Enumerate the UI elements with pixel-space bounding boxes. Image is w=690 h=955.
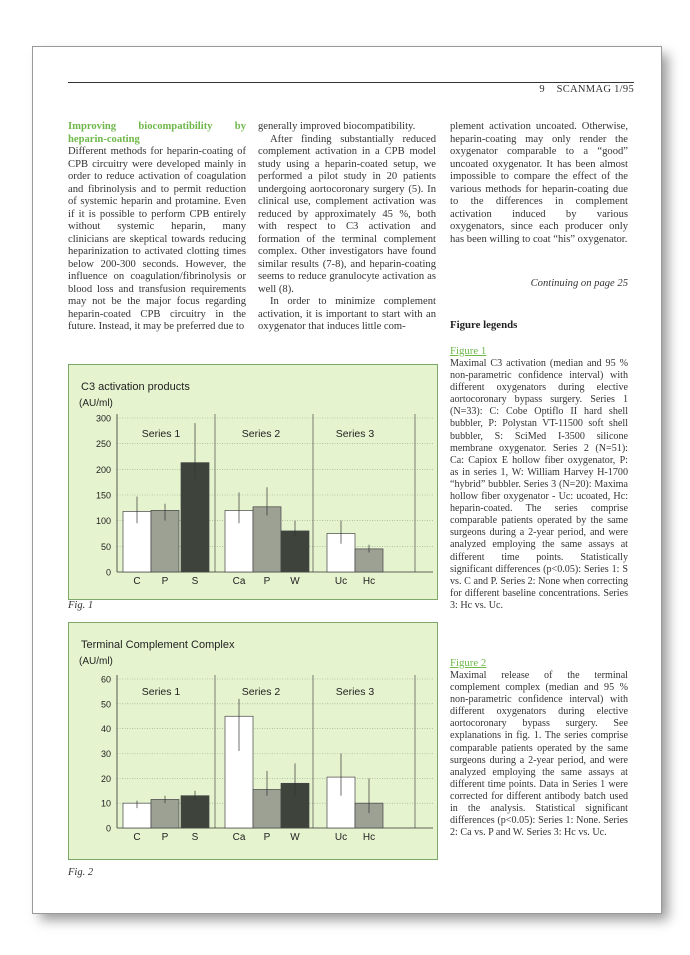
figure1-legend-text: Maximal C3 activation (median and 95 % non-parametric confidence interval) with different oxygenators during elective aortocoronary bypass surgery. Series 1 (N=33): C: Cobe Optiflo II hard shell bubbler, P: Polystan VT-11500 soft shell bubbler, S: SciMed I-3500 silicone membrane oxygenator. Series 2 (N=51): Ca: Capiox E hollow fiber oxygenator, P: as in series 1, W: William Harvey H-1700 “hybrid” bubbler. Series 3 (N=20): Maxima hollow fiber oxygenator - Uc: ucoated, Hc: heparin-coated. The series comprise comparable patients operated by the same surgeons during a 2-year period, and were analyzed employing the same assays at different time points. Statistically significant differences (p<0.05): Series 1: S vs. C and P. Series 2: None when correcting for different baseline concentrations. Series 3: Hc vs. Uc.	[450, 358, 628, 611]
series-label: Series 2	[241, 428, 281, 440]
x-tick-label: C	[133, 832, 141, 843]
series-label: Series 3	[335, 686, 375, 698]
y-tick-label: 0	[105, 567, 111, 578]
header-rule	[68, 82, 634, 83]
page-number: 9	[539, 84, 545, 95]
col2-para2: After finding substantially reduced complement activation in a CPB model study using a heparin-coated setup, we performed a pilot study in 20 patients undergoing aortocoronary surgery (5). In clinical use, complement activation was reduced by approximately 45 %, both with respect to C3 activation and formation of the terminal complement complex. Other investigators have found similar results (7-8), and heparin-coating seems to reduce granulocyte activation as well (8).	[258, 133, 436, 295]
bar	[181, 463, 209, 572]
x-tick-label: P	[263, 832, 271, 843]
y-tick-label: 200	[95, 464, 111, 475]
running-header	[490, 84, 634, 95]
y-tick-label: 300	[95, 413, 111, 424]
continuing-note: Continuing on page 25	[530, 278, 628, 289]
col2-para1: generally improved biocompatibility.	[258, 121, 416, 132]
x-tick-label: Uc	[334, 576, 348, 587]
chart2-title: Terminal Complement Complex	[81, 639, 235, 651]
y-tick-label: 50	[100, 541, 111, 552]
col3-para1: plement activation uncoated. Otherwise, heparin-coating may only render the oxygenator comparable to a “good” uncoated oxygenator. It has been almost impossible to compare the effect of the various methods for heparin-coating due to the differences in complement activation induced by various oxygenators, since each producer only has been willing to coat “his” oxygenator.	[450, 121, 628, 245]
y-tick-label: 60	[100, 674, 111, 685]
figure2-chart	[68, 622, 438, 860]
x-tick-label: P	[161, 832, 169, 843]
y-tick-label: 40	[100, 724, 111, 735]
x-tick-label: Uc	[334, 832, 348, 843]
x-tick-label: S	[191, 832, 199, 843]
bar	[253, 507, 281, 572]
col1-text	[68, 121, 246, 334]
x-tick-label: Hc	[362, 576, 376, 587]
chart1-svg	[69, 365, 437, 599]
y-tick-label: 50	[100, 699, 111, 710]
chart1-title: C3 activation products	[81, 381, 190, 393]
x-tick-label: W	[290, 832, 300, 843]
section-heading: Improving biocompatibility by heparin-coating	[68, 121, 246, 145]
figure-legends-heading: Figure legends	[450, 319, 518, 331]
y-tick-label: 30	[100, 749, 111, 759]
series-label: Series 2	[241, 686, 281, 698]
x-tick-label: P	[161, 576, 169, 587]
series-label: Series 1	[141, 428, 181, 440]
col1-body: Different methods for heparin-coating of CPB circuitry were developed mainly in order to reduce activation of coagulation and fibrinolysis and to permit reduction of systemic heparin and protamine. Even if it is possible to perform CPB entirely without systemic heparin, many clinicians are skeptical towards reducing heparinization to activated clotting times below 200-300 seconds. However, the influence on coagulation/fibrinolysis or blood loss and transfusion requirements may not be the major focus regarding heparin-coated CPB circuitry in the future. Instead, it may be preferred due to	[68, 146, 246, 332]
chart1-ylabel: (AU/ml)	[79, 398, 113, 409]
chart2-ylabel: (AU/ml)	[79, 656, 113, 667]
y-tick-label: 150	[95, 490, 111, 501]
x-tick-label: Hc	[362, 832, 376, 843]
y-tick-label: 10	[100, 798, 111, 809]
x-tick-label: W	[290, 576, 300, 587]
y-tick-label: 250	[95, 439, 111, 450]
bar	[281, 531, 309, 572]
figure1-legend-ref[interactable]: Figure 1	[450, 345, 487, 357]
bar	[151, 799, 179, 828]
y-tick-label: 20	[100, 773, 111, 784]
x-tick-label: S	[191, 576, 199, 587]
x-tick-label: Ca	[232, 832, 246, 843]
figure2-legend-ref[interactable]: Figure 2	[450, 657, 487, 669]
chart2-svg	[69, 623, 437, 859]
y-tick-label: 0	[105, 823, 111, 834]
x-tick-label: C	[133, 576, 141, 587]
series-label: Series 1	[141, 686, 181, 698]
journal-name: SCANMAG 1/95	[556, 84, 634, 95]
fig2-label: Fig. 2	[68, 867, 94, 878]
col2-para3: In order to minimize complement activation, it is important to start with an oxygenator that induces little com-	[258, 296, 436, 332]
col2-text	[258, 121, 436, 334]
y-tick-label: 100	[95, 516, 111, 527]
series-label: Series 3	[335, 428, 375, 440]
figure1-chart	[68, 364, 438, 600]
fig1-label: Fig. 1	[68, 600, 94, 611]
figure2-legend-text: Maximal release of the terminal complement complex (median and 95 % non-parametric confidence interval) with different oxygenators during elective aortocoronary bypass surgery. See explanations in fig. 1. The series comprise comparable patients operated by the same surgeons during a 2-year period, and were analyzed employing the same assays at different time points. Data in Series 1 were corrected for different antibody batch used in the analysis. Statistical significant differences (p<0.05): Series 1: None. Series 2: Ca vs. P and W. Series 3: Hc vs. Uc.	[450, 670, 628, 839]
x-tick-label: Ca	[232, 576, 246, 587]
x-tick-label: P	[263, 576, 271, 587]
